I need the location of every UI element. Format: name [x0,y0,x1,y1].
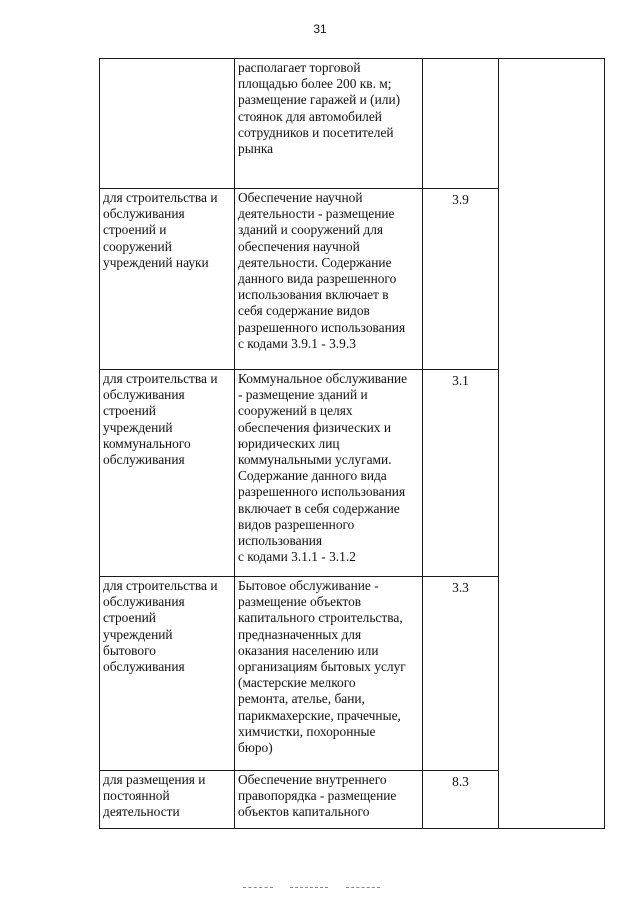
code-cell: 8.3 [423,771,499,829]
description-cell: Обеспечение научной деятельности - размещение зданий и сооружений для обеспечения научной деятельности. Содержание данного вида разрешенного использования включает в себя содержание видов разрешенного использования с кодами 3.9.1 - 3.9.3 [235,189,423,370]
scan-mark [243,887,273,888]
description-cell: Обеспечение внутреннего правопорядка - размещение объектов капитального [235,771,423,829]
purpose-cell: для строительства и обслуживания строений и сооружений учреждений науки [100,189,235,370]
purpose-cell: для строительства и обслуживания строений учреждений бытового обслуживания [100,577,235,771]
description-cell: располагает торговой площадью более 200 кв. м; размещение гаражей и (или) стоянок для автомобилей сотрудников и посетителей рынка [235,59,423,189]
purpose-cell [100,59,235,189]
extra-cell [499,59,605,829]
code-cell: 3.3 [423,577,499,771]
footer-scan-marks [0,887,640,891]
purpose-cell: для размещения и постоянной деятельности [100,771,235,829]
code-cell: 3.9 [423,189,499,370]
page-number: 31 [313,22,327,36]
purpose-cell: для строительства и обслуживания строений учреждений коммунального обслуживания [100,370,235,577]
code-cell: 3.1 [423,370,499,577]
land-use-table [99,58,605,829]
code-cell [423,59,499,189]
description-cell: Коммунальное обслуживание - размещение зданий и сооружений в целях обеспечения физических и юридических лиц коммунальными услугами. Содержание данного вида разрешенного использования включает в себя содержание видов разрешенного использования с кодами 3.1.1 - 3.1.2 [235,370,423,577]
table-row [100,59,605,189]
scan-mark [346,887,380,888]
description-cell: Бытовое обслуживание - размещение объектов капитального строительства, предназначенных для оказания населению или организациям бытовых услуг (мастерские мелкого ремонта, ателье, бани, парикмахерские, прачечные, химчистки, похоронные бюро) [235,577,423,771]
scan-mark [290,887,328,888]
